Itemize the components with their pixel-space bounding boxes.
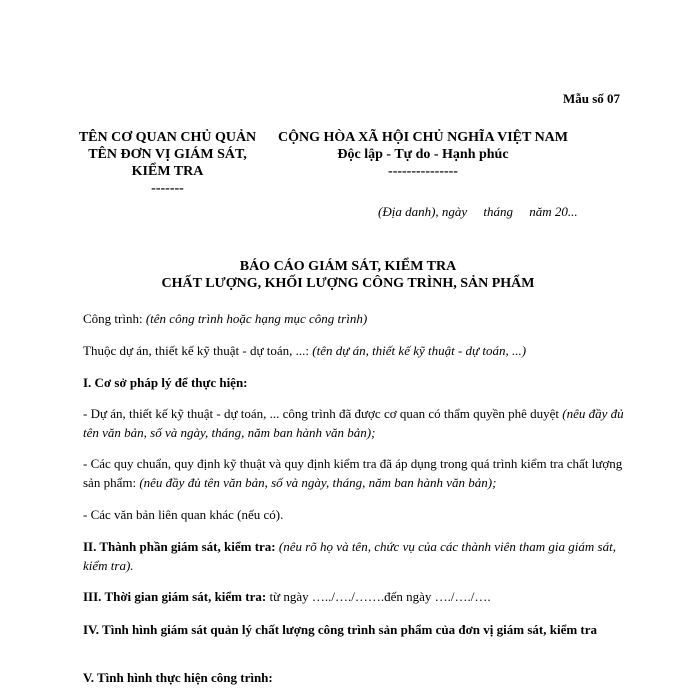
legal-basis-item-1-text: - Dự án, thiết kế kỹ thuật - dự toán, ... công trình đã được cơ quan có thẩm quyền phê duyệt xyxy=(83,406,563,421)
section-1-heading: I. Cơ sở pháp lý để thực hiện: xyxy=(83,375,248,390)
legal-basis-item-3: - Các văn bản liên quan khác (nếu có). xyxy=(83,507,284,522)
legal-basis-item-2-hint: (nêu đầy đủ tên văn bản, số và ngày, tháng, năm ban hành văn bản); xyxy=(139,475,497,490)
section-3 xyxy=(83,587,628,606)
legal-basis-item-2 xyxy=(83,454,628,492)
nation-motto: Độc lập - Tự do - Hạnh phúc xyxy=(337,147,509,162)
legal-basis-item-2-text: - Các quy chuẩn, quy định kỹ thuật và quy định kiểm tra đã áp dụng trong quá trình kiểm tra chất lượng sản phẩm: xyxy=(83,456,623,490)
section-2 xyxy=(83,537,628,575)
section-2-hint: (nêu rõ họ và tên, chức vụ của các thành viên tham gia giám sát, kiểm tra). xyxy=(83,539,616,573)
project-label: Công trình: xyxy=(83,311,146,326)
legal-basis-item-1 xyxy=(83,404,628,442)
agency-block xyxy=(75,129,260,197)
nation-block xyxy=(268,129,578,180)
nation-line-1: CỘNG HÒA XÃ HỘI CHỦ NGHĨA VIỆT NAM xyxy=(277,130,568,145)
nation-rule: --------------- xyxy=(388,164,458,179)
agency-line-1: TÊN CƠ QUAN CHỦ QUẢN xyxy=(78,130,257,145)
section-3-text: từ ngày …../…./…….đến ngày …./…./…. xyxy=(269,589,491,604)
belongs-line xyxy=(83,341,628,360)
project-hint: (tên công trình hoặc hạng mục công trình) xyxy=(145,311,368,326)
report-title-line-2: CHẤT LƯỢNG, KHỐI LƯỢNG CÔNG TRÌNH, SẢN PHẨM xyxy=(161,276,535,291)
project-line xyxy=(83,309,628,328)
report-title-line-1: BÁO CÁO GIÁM SÁT, KIỂM TRA xyxy=(239,259,457,274)
belongs-hint: (tên dự án, thiết kế kỹ thuật - dự toán, ...) xyxy=(312,343,527,358)
form-number: Mẫu số 07 xyxy=(562,91,620,106)
place-date: (Địa danh), ngày tháng năm 20... xyxy=(378,204,578,219)
agency-rule: ------- xyxy=(151,181,184,196)
section-3-heading: III. Thời gian giám sát, kiểm tra: xyxy=(83,589,270,604)
report-title xyxy=(83,258,613,292)
section-2-heading: II. Thành phần giám sát, kiểm tra: xyxy=(83,539,279,554)
belongs-label: Thuộc dự án, thiết kế kỹ thuật - dự toán, ...: xyxy=(83,343,313,358)
agency-line-3: KIỂM TRA xyxy=(131,164,204,179)
legal-basis-item-1-hint: (nêu đầy đủ tên văn bản, số và ngày, tháng, năm ban hành văn bản); xyxy=(83,406,624,440)
agency-line-2: TÊN ĐƠN VỊ GIÁM SÁT, xyxy=(88,147,247,162)
section-5-heading: V. Tình hình thực hiện công trình: xyxy=(83,670,273,685)
section-4-heading: IV. Tình hình giám sát quản lý chất lượng công trình sản phẩm của đơn vị giám sát, kiểm tra xyxy=(83,622,598,637)
